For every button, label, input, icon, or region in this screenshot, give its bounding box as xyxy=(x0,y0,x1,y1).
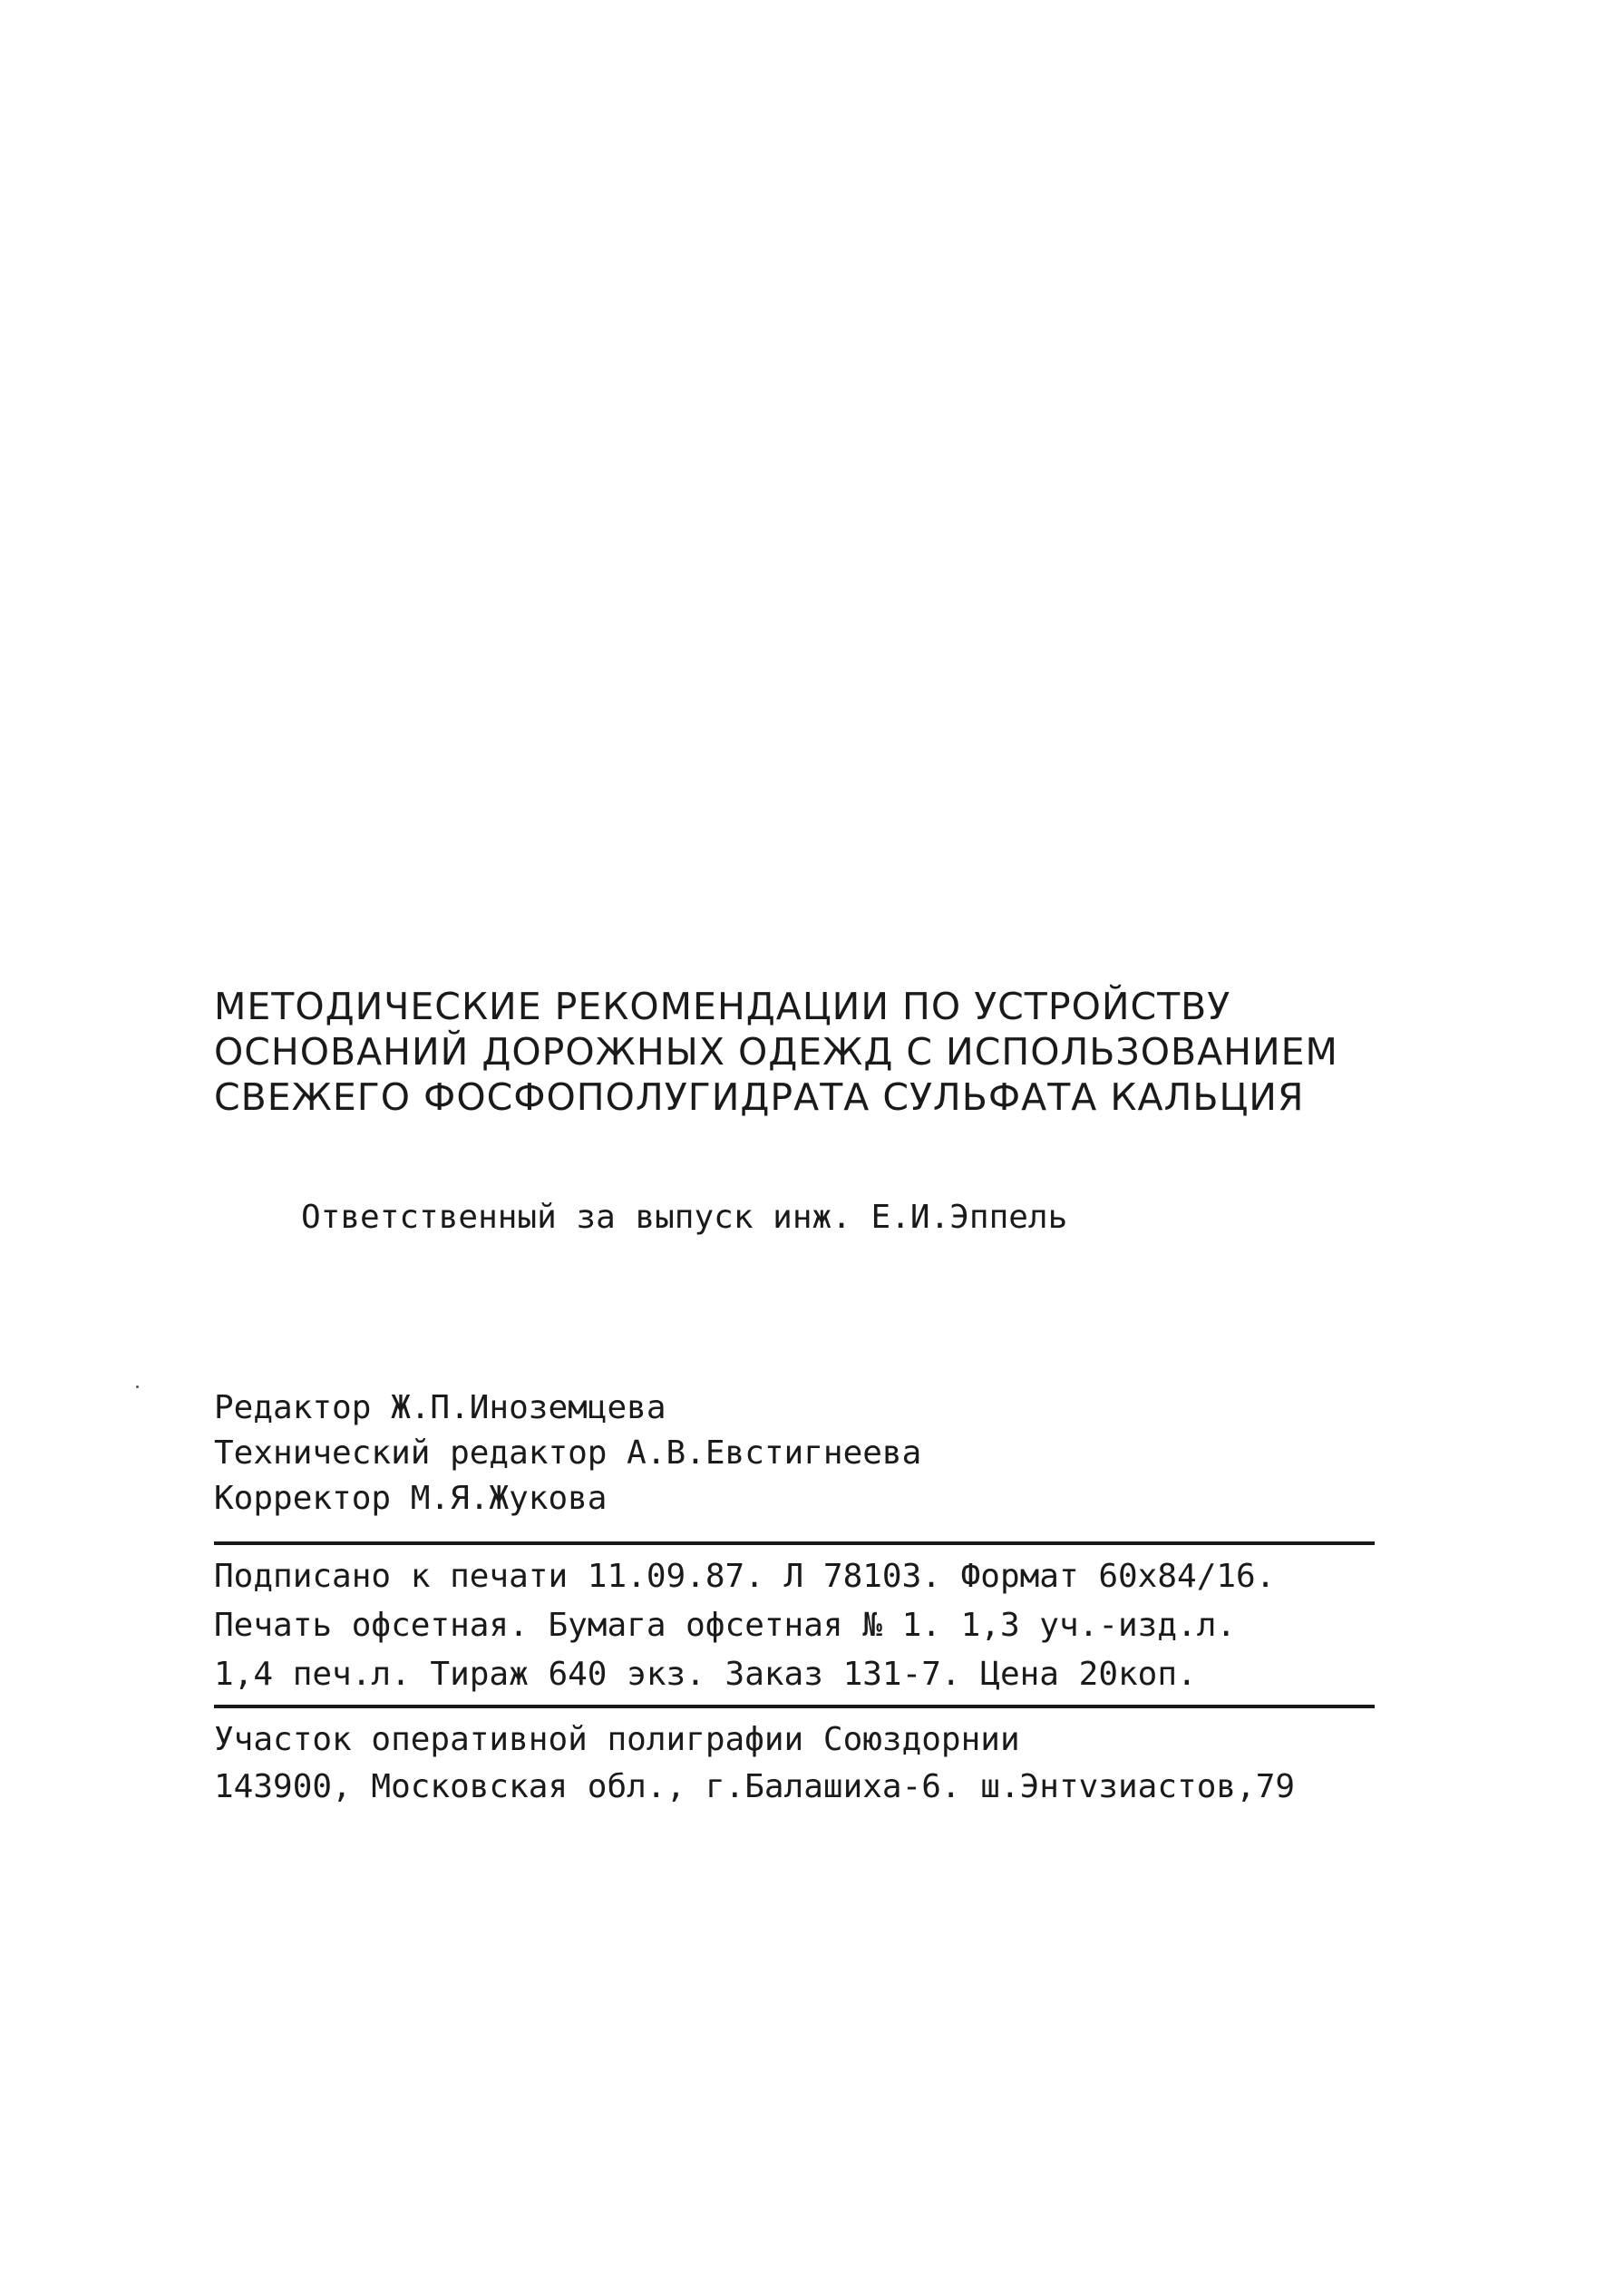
print-info-line: Подписано к печати 11.09.87. Л 78103. Формат 60х84/16. xyxy=(214,1558,1276,1595)
divider-rule xyxy=(214,1541,1375,1545)
publisher-address: 143900, Московская обл., г.Балашиха-6. ш.Энтvзиастов,79 xyxy=(214,1768,1296,1805)
title-line-3: СВЕЖЕГО ФОСФОПОЛУГИДРАТА СУЛЬФАТА КАЛЬЦИЯ xyxy=(214,1075,1305,1119)
publisher-name: Участок оперативной полиграфии Союздорнии xyxy=(214,1721,1020,1758)
scan-speck xyxy=(136,1385,139,1388)
credits-block xyxy=(214,1385,921,1522)
title-line-2: ОСНОВАНИЙ ДОРОЖНЫХ ОДЕЖД С ИСПОЛЬЗОВАНИЕМ xyxy=(214,1030,1338,1074)
responsible-person: Ответственный за выпуск инж. Е.И.Эппель xyxy=(301,1199,1068,1236)
document-title xyxy=(214,984,1393,1120)
credit-technical-editor: Технический редактор А.В.Евстигнеева xyxy=(214,1434,922,1472)
title-line-1: МЕТОДИЧЕСКИЕ РЕКОМЕНДАЦИИ ПО УСТРОЙСТВУ xyxy=(214,985,1231,1028)
print-info-line: Печать офсетная. Бумага офсетная № 1. 1,3 уч.-изд.л. xyxy=(214,1607,1237,1644)
print-info-block xyxy=(214,1552,1275,1699)
divider-rule xyxy=(214,1705,1375,1708)
credit-proofreader: Корректор М.Я.Жукова xyxy=(214,1480,608,1517)
print-info-line: 1,4 печ.л. Тираж 640 экз. Заказ 131-7. Цена 20коп. xyxy=(214,1656,1197,1693)
credit-editor: Редактор Ж.П.Иноземцева xyxy=(214,1389,666,1426)
publisher-block xyxy=(214,1716,1295,1811)
